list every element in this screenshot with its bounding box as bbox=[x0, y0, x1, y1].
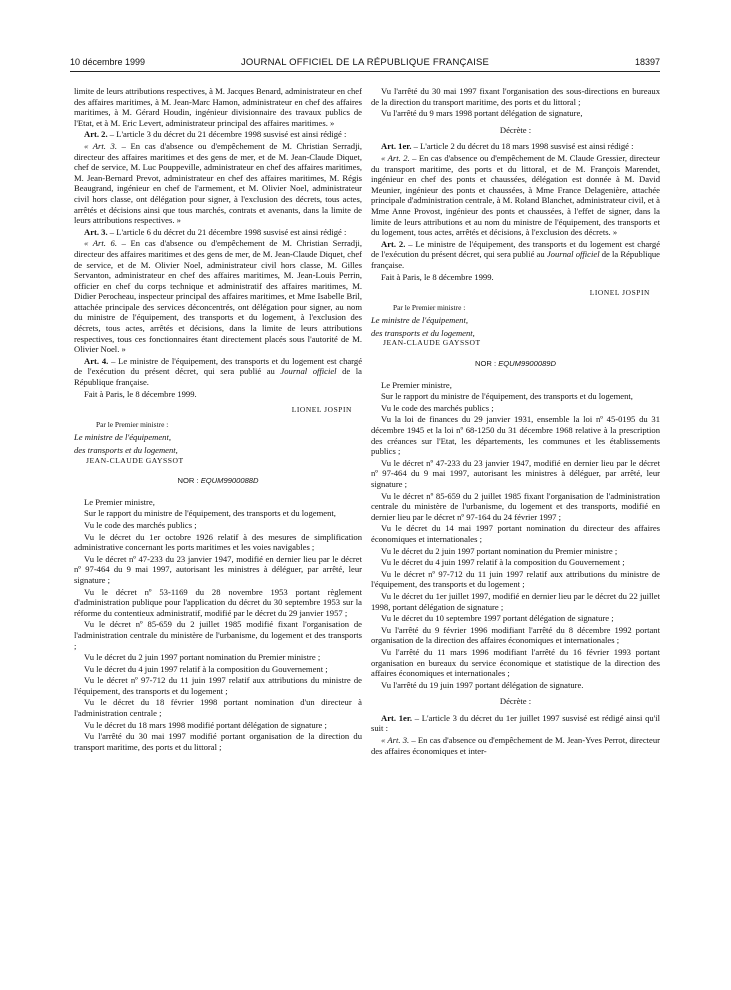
article-text: – L'article 3 du décret du 1er juillet 1997 susvisé est rédigé ainsi qu'il suit : bbox=[371, 712, 660, 734]
par-premier-ministre: Par le Premier ministre : bbox=[96, 419, 169, 429]
visa-line: Le Premier ministre, bbox=[381, 379, 452, 390]
article-text: – Le ministre de l'équipement, des transports et du logement est chargé de l'exécution du présent décret, qui sera publié au bbox=[74, 355, 363, 377]
quote-text: – En cas d'absence ou d'empêchement de M. Christian Serradji, directeur des affaires maritimes et des gens de mer, de M. Jean-Claude Diquet, chef de service, et de M. Olivier Noel, administrateur civil hors classe, M. Gilles Servanton, administrateur en chef des affaires maritimes, M. Jean-Louis Perrin, officier en chef du corps technique et administratif des affaires maritimes, M. Didier Perocheau, inspecteur principal des affaires maritimes, et Mme Isabelle Bril, attachée principale des services déconcentrés, ont délégation pour signer, au nom du ministre de l'équipement, des transports et du logement, à l'exclusion des décrets, tous actes, arrêtés et décisions, dans la limite de leurs attributions respectives, tous ces fonctionnaires étant directement placés sous l'autorité de M. Olivier Noel. » bbox=[74, 238, 362, 355]
signature-jospin: LIONEL JOSPIN bbox=[589, 288, 650, 298]
fait-a-paris: Fait à Paris, le 8 décembre 1999. bbox=[381, 271, 494, 282]
quoted-article-3 bbox=[371, 735, 660, 756]
par-premier-ministre: Par le Premier ministre : bbox=[393, 302, 466, 312]
journal-title: JOURNAL OFFICIEL DE LA RÉPUBLIQUE FRANÇAISE bbox=[240, 57, 490, 68]
page-number: 18397 bbox=[634, 57, 660, 67]
visa-line: Vu le décret nº 47-233 du 23 janvier 1947, modifié en dernier lieu par le décret nº 97-464 du 9 mai 1997, autorisant les ministres à déléguer, par arrêté, leur signature ; bbox=[74, 553, 362, 585]
visa-line: Vu le décret nº 85-659 du 2 juillet 1985 modifié fixant l'organisation de l'administration centrale du ministère de l'urbanisme, du logement et des transports ; bbox=[74, 619, 362, 651]
article-text: – Le ministre de l'équipement, des transports et du logement est chargé de l'exécution du présent décret, qui sera publié au bbox=[371, 238, 661, 260]
journal-name: Journal officiel bbox=[280, 366, 337, 377]
article-label: Art. 4. bbox=[84, 355, 109, 366]
article-2-paragraph bbox=[74, 129, 362, 140]
article-label: Art. 3. bbox=[84, 226, 108, 237]
nor-code: EQUM9900089D bbox=[498, 359, 557, 369]
minister-title-line1: Le ministre de l'équipement, bbox=[74, 432, 171, 443]
nor-reference bbox=[74, 476, 362, 487]
header-rule bbox=[70, 71, 660, 72]
nor-prefix: NOR : bbox=[177, 476, 201, 486]
issue-date: 10 décembre 1999 bbox=[70, 57, 146, 67]
article-4-paragraph bbox=[74, 356, 362, 388]
visa-line: Vu le décret du 18 février 1998 portant nomination d'un directeur à l'administration centrale ; bbox=[74, 697, 362, 719]
left-column bbox=[74, 86, 362, 753]
minister-title-line1: Le ministre de l'équipement, bbox=[371, 315, 468, 326]
visa-line: Vu l'arrêté du 30 mai 1997 fixant l'organisation des sous-directions en bureaux de la direction du transport maritime, des ports et du littoral ; bbox=[371, 86, 660, 107]
article-label: Art. 2. bbox=[381, 238, 406, 249]
fait-a-paris: Fait à Paris, le 8 décembre 1999. bbox=[84, 388, 197, 399]
visa-line: Vu l'arrêté du 9 février 1996 modifiant l'arrêté du 8 décembre 1992 portant organisation de la direction des affaires économiques et internationales ; bbox=[371, 624, 660, 646]
visa-line: Vu le décret nº 53-1169 du 28 novembre 1953 portant règlement d'administration publique pour l'application du décret du 30 septembre 1953 sur la réforme du contentieux administratif, modifié par le décret du 29 janvier 1957 ; bbox=[74, 586, 362, 618]
visa-line: Vu le décret nº 47-233 du 23 janvier 1947, modifié en dernier lieu par le décret nº 97-464 du 9 mai 1997, autorisant les ministres à déléguer, par arrêté, leur signature ; bbox=[371, 457, 660, 489]
article-text-end: de la République française. bbox=[371, 249, 660, 270]
signature-jospin: LIONEL JOSPIN bbox=[291, 405, 352, 415]
visa-line: Vu le code des marchés publics ; bbox=[381, 402, 494, 413]
visa-line: Vu le décret du 14 mai 1997 portant nomination du directeur des affaires économiques et internationales ; bbox=[371, 523, 660, 544]
article-label: Art. 2. bbox=[84, 129, 108, 140]
nor-code: EQUM9900088D bbox=[200, 476, 259, 486]
visa-line: Vu l'arrêté du 30 mai 1997 modifié portant organisation de la direction du transport maritime, des ports et du littoral ; bbox=[74, 731, 362, 752]
article-text: – L'article 6 du décret du 21 décembre 1998 susvisé est ainsi rédigé : bbox=[107, 226, 347, 237]
journal-name: Journal officiel bbox=[546, 249, 600, 260]
visa-line: Vu le décret du 2 juin 1997 portant nomination du Premier ministre ; bbox=[381, 545, 618, 556]
signature-gayssot: JEAN-CLAUDE GAYSSOT bbox=[86, 455, 184, 465]
visa-line: Vu l'arrêté du 19 juin 1997 portant délégation de signature. bbox=[381, 679, 584, 690]
signature-gayssot: JEAN-CLAUDE GAYSSOT bbox=[383, 338, 481, 348]
article-text: – L'article 2 du décret du 18 mars 1998 susvisé est ainsi rédigé : bbox=[411, 141, 634, 152]
visa-line: Vu le décret du 4 juin 1997 relatif à la composition du Gouvernement ; bbox=[84, 663, 328, 674]
quote-text: – En cas d'absence ou d'empêchement de M. Claude Gressier, directeur du transport maritime, des ports et du littoral, et de M. François Marendet, ingénieur en chef des ponts et chaussées, délégation est donnée à M. David Meunier, ingénieur des ponts et chaussées, à Mme France Delagenière, attachée principale d'administration centrale, à M. Roland Blanchet, administrateur civil, et à Mme Anne Provost, ingénieur des ponts et chaussées, à l'effet de signer, dans la limite de leurs attributions et au nom du ministre de l'équipement, des transports et du logement, tous actes, arrêtés et décisions, à l'exclusion des décrets. » bbox=[371, 152, 660, 238]
visa-line: Sur le rapport du ministre de l'équipement, des transports et du logement, bbox=[381, 391, 633, 402]
quote-label: « Art. 3. bbox=[381, 735, 410, 746]
article-1-paragraph bbox=[371, 141, 660, 152]
visa-line: Vu le décret du 1er juillet 1997, modifié en dernier lieu par le décret du 22 juillet 1998, portant délégation de signature ; bbox=[371, 590, 660, 612]
visa-line: Vu le décret nº 85-659 du 2 juillet 1985 fixant l'organisation de l'administration centrale du ministère de l'urbanisme, du logement et des transports, modifié en dernier lieu par le décret nº 97-164 du 24 février 1997 ; bbox=[371, 490, 660, 522]
minister-title-line2: des transports et du logement, bbox=[371, 327, 475, 338]
quote-label: « Art. 2. bbox=[381, 152, 410, 163]
quote-text: – En cas d'absence ou d'empêchement de M. Christian Serradji, directeur des affaires maritimes et des gens de mer, et de M. Jean-Claude Diquet, chef de service, M. Luc Pouppeville, administrateur en chef des affaires maritimes, M. Jean-Bernard Prevot, administrateur en chef des affaires maritimes, M. Régis Beaugrand, ingénieur en chef de l'armement, et M. Olivier Noel, administrateur civil hors classe, ont délégation pour signer, à l'exclusion des décrets, tous actes, arrêtés et décisions ainsi que tous marchés, contrats et avenants, dans la limite de leurs attributions respectives. » bbox=[74, 140, 362, 226]
visa-line: Vu le décret du 4 juin 1997 relatif à la composition du Gouvernement ; bbox=[381, 557, 625, 568]
visa-line: Vu le décret du 1er octobre 1926 relatif à des mesures de simplification administrative concernant les ports maritimes et les voies navigables ; bbox=[74, 531, 362, 553]
visa-line: Vu le décret du 10 septembre 1997 portant délégation de signature ; bbox=[381, 613, 614, 624]
visa-line: Vu la loi de finances du 29 janvier 1931, ensemble la loi nº 45-0195 du 31 décembre 1945 et la loi nº 68-1250 du 31 décembre 1968 relative à la prescription des créances sur l'Etat, les départements, les communes et les établissements publics ; bbox=[371, 414, 660, 457]
intro-paragraph: limite de leurs attributions respectives, à M. Jacques Benard, administrateur en chef des affaires maritimes, à M. Jean-Marc Hamon, administrateur en chef des affaires maritimes, à M. Gérard Houdin, ingénieur divisionnaire des travaux publics de l'Etat, et à M. Eric Levert, administrateur principal des affaires maritimes. » bbox=[74, 86, 362, 128]
quote-label: « Art. 3. bbox=[84, 140, 117, 151]
page-header bbox=[70, 57, 660, 71]
nor-reference bbox=[371, 359, 660, 370]
visa-line: Vu le code des marchés publics ; bbox=[84, 519, 197, 530]
visa-line: Vu le décret du 2 juin 1997 portant nomination du Premier ministre ; bbox=[84, 652, 321, 663]
quote-text: – En cas d'absence ou d'empêchement de M. Jean-Yves Perrot, directeur des affaires économiques et inter- bbox=[371, 735, 660, 756]
right-column bbox=[371, 86, 660, 757]
nor-prefix: NOR : bbox=[474, 359, 499, 369]
visa-line: Vu l'arrêté du 9 mars 1998 portant délégation de signature, bbox=[381, 108, 583, 119]
article-3-paragraph bbox=[74, 227, 362, 238]
article-label: Art. 1er. bbox=[381, 712, 413, 723]
quote-label: « Art. 6. bbox=[84, 238, 117, 249]
quoted-article-2 bbox=[371, 153, 660, 238]
visa-line: Le Premier ministre, bbox=[84, 496, 155, 507]
article-1-paragraph bbox=[371, 713, 660, 734]
decrete-heading: Décrète : bbox=[499, 124, 532, 135]
article-2-paragraph bbox=[371, 239, 660, 271]
article-label: Art. 1er. bbox=[381, 141, 412, 152]
visa-line: Vu le décret du 18 mars 1998 modifié portant délégation de signature ; bbox=[84, 719, 327, 730]
quoted-article-3 bbox=[74, 141, 362, 226]
visa-line: Sur le rapport du ministre de l'équipement, des transports et du logement, bbox=[84, 508, 336, 519]
article-text: – L'article 3 du décret du 21 décembre 1998 susvisé est ainsi rédigé : bbox=[107, 129, 347, 140]
article-text-end: de la République française. bbox=[74, 366, 362, 388]
visa-line: Vu l'arrêté du 11 mars 1996 modifiant l'arrêté du 16 février 1993 portant organisation en bureaux du service économique et statistique de la direction des affaires économiques et internationales ; bbox=[371, 646, 660, 679]
decrete-heading: Décrète : bbox=[499, 696, 532, 707]
visa-line: Vu le décret nº 97-712 du 11 juin 1997 relatif aux attributions du ministre de l'équipement, des transports et du logement ; bbox=[371, 568, 660, 590]
quoted-article-6 bbox=[74, 238, 362, 355]
visa-line: Vu le décret nº 97-712 du 11 juin 1997 relatif aux attributions du ministre de l'équipement, des transports et du logement ; bbox=[74, 675, 362, 696]
minister-title-line2: des transports et du logement, bbox=[74, 445, 178, 455]
